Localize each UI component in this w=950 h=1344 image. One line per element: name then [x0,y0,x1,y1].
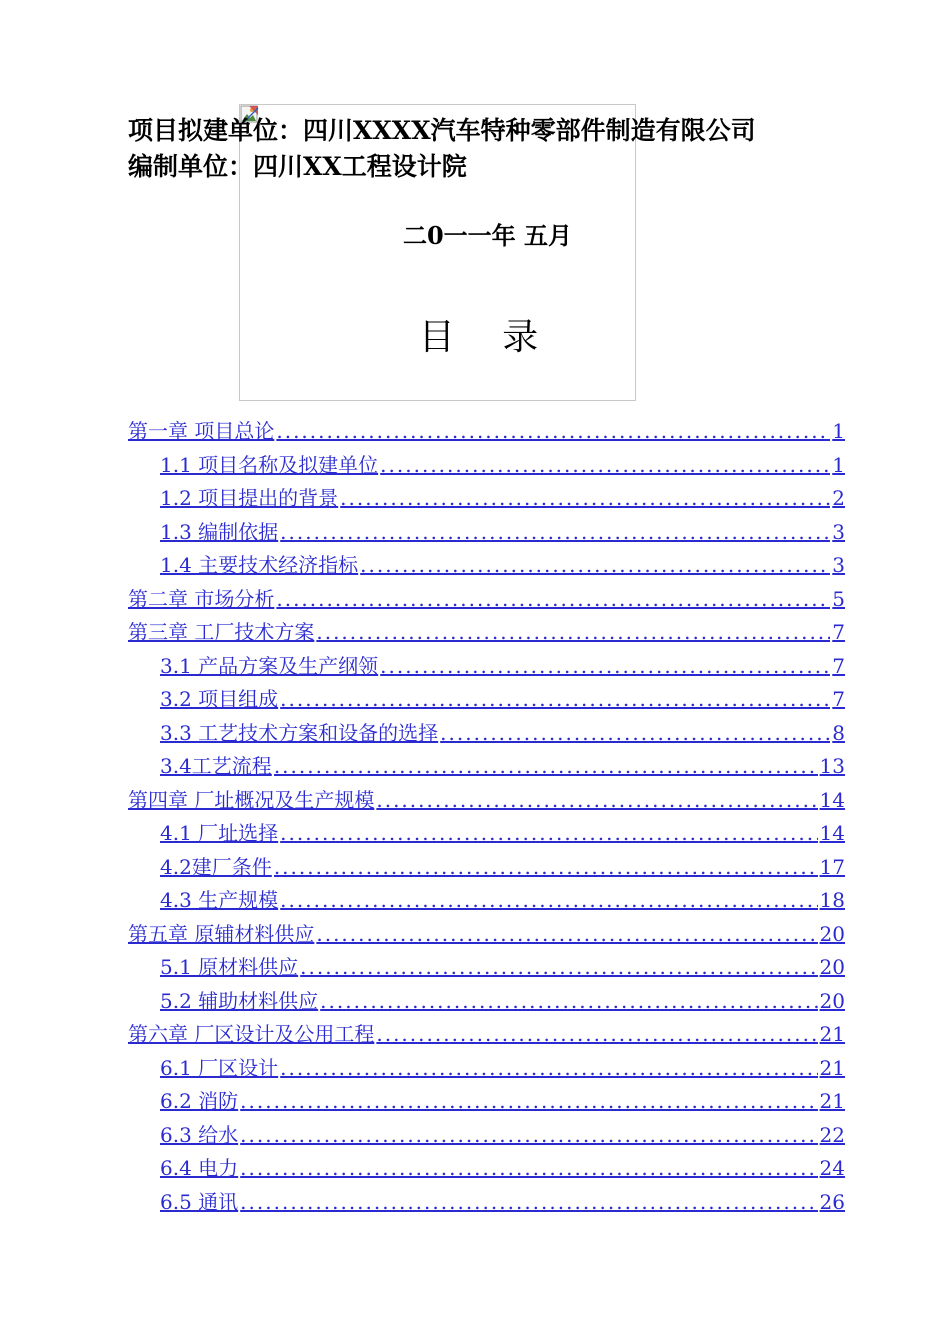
toc-entry-label: 第二章 市场分析 [128,586,275,611]
toc-entry[interactable] [128,1186,845,1220]
toc-entry[interactable] [128,1052,845,1086]
toc-dot-leader [274,754,818,778]
toc-entry-label: 1.2 项目提出的背景 [160,486,339,510]
toc-entry-page: 13 [819,754,845,778]
toc-entry-page: 22 [819,1122,845,1147]
toc-entry-label: 1.1 项目名称及拟建单位 [160,452,379,477]
toc-entry[interactable] [128,985,845,1019]
toc-entry-label: 第四章 厂址概况及生产规模 [128,787,375,812]
document-date: 二0一一年 五月 [402,221,573,250]
toc-entry-label: 6.3 给水 [160,1122,239,1147]
toc-entry-page: 2 [832,486,845,510]
toc-entry-page: 20 [819,921,845,946]
toc-entry[interactable] [128,516,845,550]
toc-entry[interactable] [128,683,845,717]
toc-entry-page: 7 [832,653,845,678]
toc-entry-page: 1 [832,419,845,443]
toc-entry-label: 4.2建厂条件 [160,854,272,879]
toc-dot-leader [280,1056,817,1080]
toc-entry[interactable] [128,549,845,583]
toc-entry-page: 18 [819,888,845,912]
toc-dot-leader [340,486,830,510]
toc-entry[interactable] [128,717,845,751]
toc-dot-leader [280,687,830,711]
toc-entry-page: 14 [819,821,845,845]
toc-dot-leader [380,654,830,678]
toc-entry-page: 1 [832,452,845,477]
toc-entry-page: 7 [832,687,845,711]
toc-entry-page: 20 [819,988,845,1013]
toc-entry-label: 5.1 原材料供应 [160,955,299,979]
project-unit-line: 项目拟建单位：四川XXXX汽车特种零部件制造有限公司 [128,116,756,145]
toc-dot-leader [300,955,817,979]
toc-entry-page: 14 [819,787,845,812]
toc-dot-leader [240,1156,817,1180]
table-of-contents [128,415,845,1219]
toc-entry-label: 3.2 项目组成 [160,687,279,711]
toc-entry-label: 第三章 工厂技术方案 [128,620,315,644]
toc-entry[interactable] [128,1085,845,1119]
toc-entry-page: 21 [819,1089,845,1113]
toc-entry[interactable] [128,616,845,650]
toc-entry[interactable] [128,851,845,885]
toc-entry[interactable] [128,884,845,918]
toc-entry-label: 第六章 厂区设计及公用工程 [128,1022,375,1046]
toc-entry-label: 6.5 通讯 [160,1189,239,1214]
toc-title: 目 录 [418,317,557,358]
toc-entry[interactable] [128,415,845,449]
toc-entry-label: 6.1 厂区设计 [160,1055,279,1080]
toc-entry[interactable] [128,583,845,617]
toc-dot-leader [320,989,817,1013]
toc-dot-leader [360,553,830,577]
toc-entry[interactable] [128,951,845,985]
toc-entry[interactable] [128,750,845,784]
toc-dot-leader [376,788,817,812]
toc-dot-leader [316,620,830,644]
toc-dot-leader [280,520,830,544]
toc-dot-leader [280,888,817,912]
toc-entry-label: 3.1 产品方案及生产纲领 [160,653,379,678]
toc-entry-page: 17 [819,854,845,879]
toc-dot-leader [316,922,817,946]
toc-entry-label: 1.4 主要技术经济指标 [160,553,359,577]
toc-entry-page: 24 [819,1156,845,1180]
toc-entry-page: 20 [819,955,845,979]
toc-entry-page: 5 [832,586,845,611]
toc-entry-label: 6.2 消防 [160,1089,239,1113]
toc-entry-page: 26 [819,1189,845,1214]
toc-entry-label: 第一章 项目总论 [128,419,275,443]
toc-entry-label: 4.1 厂址选择 [160,821,279,845]
toc-dot-leader [240,1190,817,1214]
toc-entry[interactable] [128,1119,845,1153]
toc-entry[interactable] [128,918,845,952]
compiling-unit-line: 编制单位：四川XX工程设计院 [128,152,467,181]
toc-dot-leader [276,587,830,611]
toc-dot-leader [276,419,830,443]
toc-entry-label: 5.2 辅助材料供应 [160,988,319,1013]
toc-entry[interactable] [128,482,845,516]
toc-entry-page: 7 [832,620,845,644]
toc-entry[interactable] [128,650,845,684]
toc-entry-label: 1.3 编制依据 [160,519,279,544]
toc-entry-page: 3 [832,553,845,577]
toc-dot-leader [376,1022,817,1046]
toc-entry-label: 第五章 原辅材料供应 [128,921,315,946]
toc-dot-leader [274,855,818,879]
toc-entry-page: 8 [832,720,845,745]
toc-entry[interactable] [128,817,845,851]
toc-entry[interactable] [128,784,845,818]
toc-entry[interactable] [128,449,845,483]
toc-entry[interactable] [128,1018,845,1052]
toc-entry-page: 21 [819,1055,845,1080]
toc-entry[interactable] [128,1152,845,1186]
toc-entry-label: 6.4 电力 [160,1156,239,1180]
toc-entry-label: 3.4工艺流程 [160,754,272,778]
toc-entry-label: 4.3 生产规模 [160,888,279,912]
toc-entry-page: 3 [832,519,845,544]
toc-dot-leader [440,721,830,745]
toc-dot-leader [380,453,830,477]
toc-dot-leader [240,1123,817,1147]
toc-dot-leader [240,1089,817,1113]
toc-entry-label: 3.3 工艺技术方案和设备的选择 [160,720,439,745]
toc-entry-page: 21 [819,1022,845,1046]
toc-dot-leader [280,821,817,845]
